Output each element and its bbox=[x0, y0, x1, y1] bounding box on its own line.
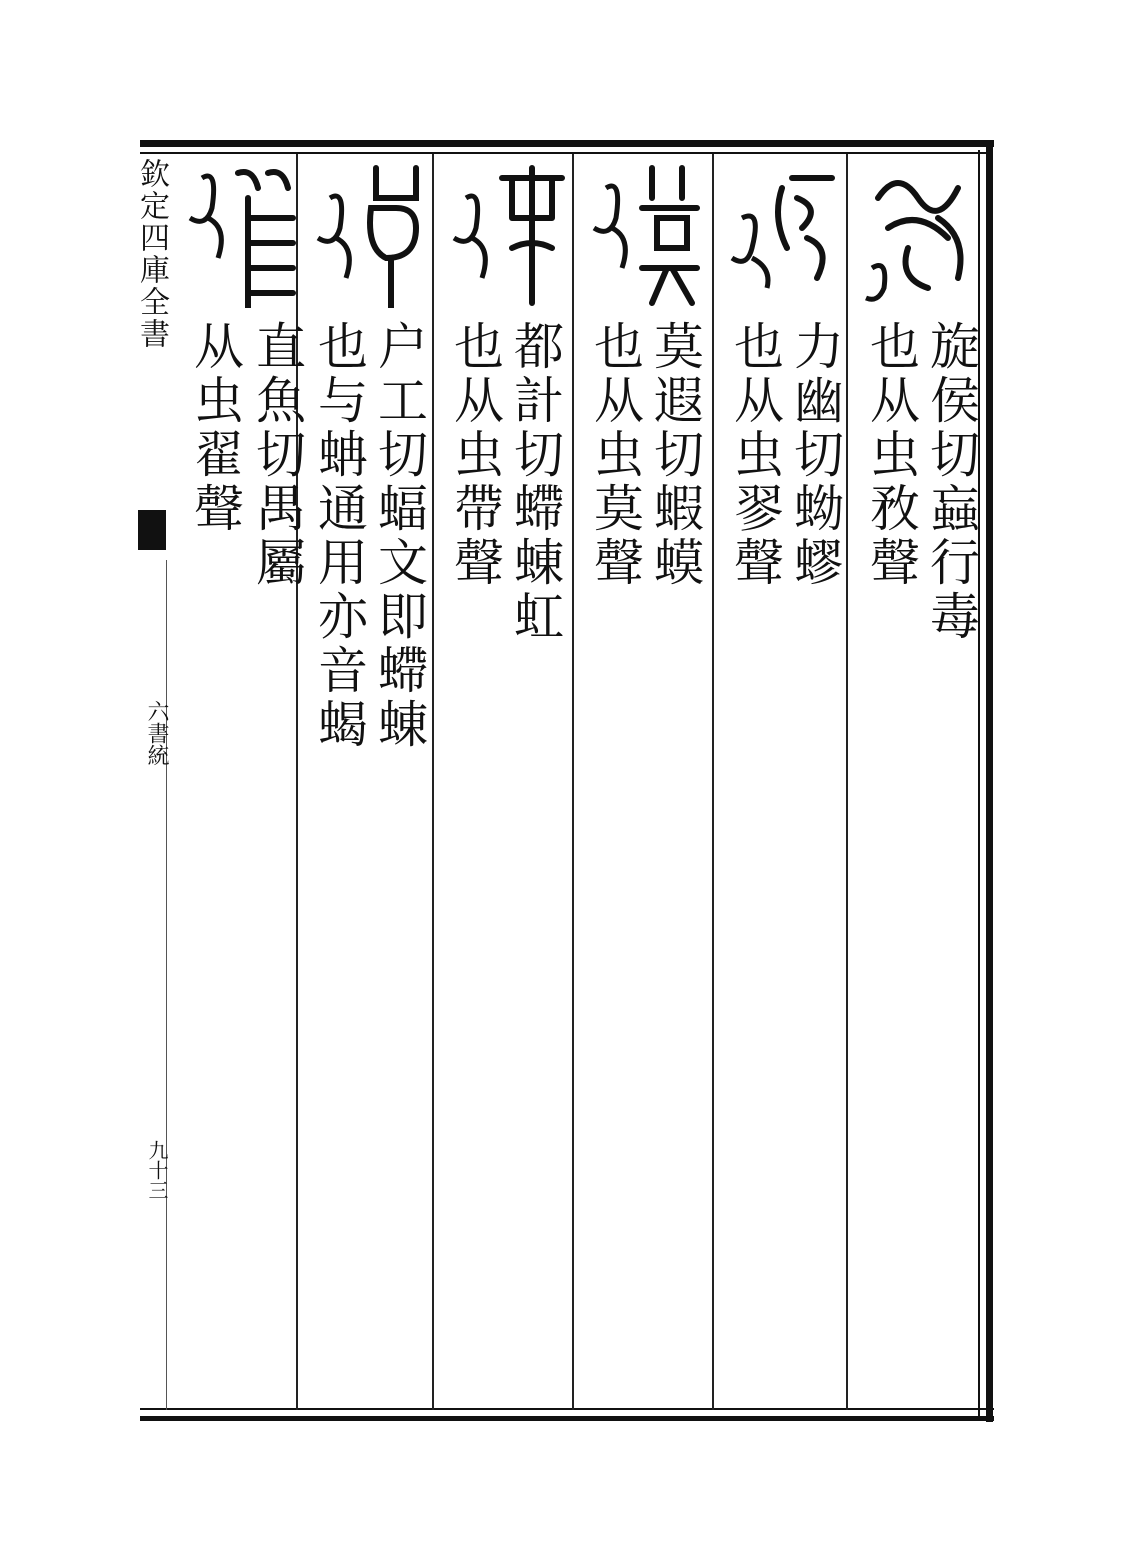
entry-gloss-line: 都計切螮蝀虹 bbox=[506, 320, 564, 644]
dictionary-entry bbox=[574, 158, 714, 1408]
seal-glyph-drawing bbox=[582, 158, 710, 308]
dictionary-entry bbox=[298, 158, 438, 1408]
entry-gloss-line: 力幽切蚴蟉 bbox=[786, 320, 844, 590]
seal-glyph-drawing bbox=[858, 158, 986, 308]
entry-gloss-line: 莫遐切蝦蟆 bbox=[646, 320, 704, 590]
margin-book-title: 六書統 bbox=[144, 700, 169, 766]
frame-top-inner-border bbox=[140, 152, 990, 154]
dictionary-entry bbox=[850, 158, 990, 1408]
frame-bottom-border bbox=[140, 1416, 994, 1421]
seal-script-glyph bbox=[858, 158, 986, 308]
seal-script-glyph bbox=[722, 158, 850, 308]
entry-gloss-line: 也从虫莫聲 bbox=[586, 320, 644, 590]
seal-script-glyph bbox=[442, 158, 570, 308]
margin-rule bbox=[166, 560, 167, 1410]
seal-glyph-drawing bbox=[178, 158, 306, 308]
dictionary-entry bbox=[170, 158, 310, 1408]
margin-page-number: 九十三 bbox=[145, 1140, 169, 1200]
margin-title: 欽定四庫全書 bbox=[134, 158, 169, 350]
entry-gloss-line: 也从虫敄聲 bbox=[862, 320, 920, 590]
entry-gloss-line: 直魚切禺屬 bbox=[248, 320, 306, 590]
entry-gloss-line: 从虫翟聲 bbox=[186, 320, 244, 536]
seal-script-glyph bbox=[582, 158, 710, 308]
entry-gloss-line: 也从虫帶聲 bbox=[446, 320, 504, 590]
dictionary-entry bbox=[714, 158, 854, 1408]
entry-gloss-line: 户工切蝠文即螮蝀 bbox=[370, 320, 428, 752]
seal-glyph-drawing bbox=[306, 158, 434, 308]
seal-script-glyph bbox=[306, 158, 434, 308]
entry-gloss-line: 旋侯切蝱行毒 bbox=[922, 320, 980, 644]
frame-top-border bbox=[140, 140, 994, 147]
seal-script-glyph bbox=[178, 158, 306, 308]
seal-glyph-drawing bbox=[442, 158, 570, 308]
frame-bottom-inner-border bbox=[140, 1408, 994, 1410]
entry-gloss-line: 也从虫翏聲 bbox=[726, 320, 784, 590]
seal-glyph-drawing bbox=[722, 158, 850, 308]
dictionary-entry bbox=[434, 158, 574, 1408]
margin-fishtail-mark bbox=[138, 510, 166, 550]
entry-gloss-line: 也与蚺通用亦音蝎 bbox=[310, 320, 368, 752]
